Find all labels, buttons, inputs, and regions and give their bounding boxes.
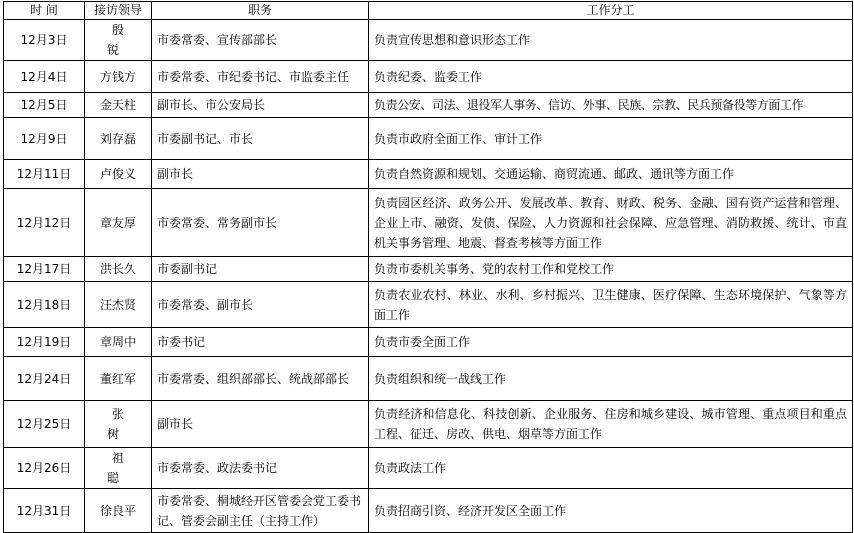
reception-schedule-table [3,1,853,533]
responsibility-cell: 负责宣传思想和意识形态工作 [369,20,853,61]
duty-cell: 副市长 [152,160,369,189]
date-cell: 12月5日 [4,93,85,118]
duty-cell: 市委常委、政法委书记 [152,448,369,489]
duty-cell: 市委常委、组织部部长、统战部部长 [152,357,369,401]
leader-cell: 徐良平 [85,489,152,533]
header-row [4,2,853,20]
leader-cell: 方钱方 [85,61,152,93]
header-responsibility: 工作分工 [369,2,853,20]
responsibility-cell: 负责农业农村、林业、水利、乡村振兴、卫生健康、医疗保障、生态环境保护、气象等方面工作 [369,282,853,328]
date-cell: 12月19日 [4,328,85,357]
table-row [4,189,853,257]
responsibility-cell: 负责市委全面工作 [369,328,853,357]
duty-cell: 市委书记 [152,328,369,357]
date-cell: 12月17日 [4,257,85,282]
leader-cell: 卢俊义 [85,160,152,189]
leader-cell: 张 树 [85,401,152,448]
duty-cell: 市委常委、常务副市长 [152,189,369,257]
date-cell: 12月25日 [4,401,85,448]
header-leader: 接访领导 [85,2,152,20]
table-row [4,448,853,489]
leader-cell: 章周中 [85,328,152,357]
responsibility-cell: 负责市委机关事务、党的农村工作和党校工作 [369,257,853,282]
date-cell: 12月24日 [4,357,85,401]
duty-cell: 副市长 [152,401,369,448]
leader-cell: 董红军 [85,357,152,401]
leader-cell: 殷 锐 [85,20,152,61]
date-cell: 12月3日 [4,20,85,61]
table-row [4,20,853,61]
responsibility-cell: 负责纪委、监委工作 [369,61,853,93]
table-row [4,118,853,160]
leader-cell: 金天柱 [85,93,152,118]
responsibility-cell: 负责组织和统一战线工作 [369,357,853,401]
header-date: 时 间 [4,2,85,20]
leader-cell: 祖 聪 [85,448,152,489]
responsibility-cell: 负责招商引资、经济开发区全面工作 [369,489,853,533]
duty-cell: 市委常委、市纪委书记、市监委主任 [152,61,369,93]
table-row [4,93,853,118]
duty-cell: 市委常委、宣传部部长 [152,20,369,61]
date-cell: 12月11日 [4,160,85,189]
date-cell: 12月4日 [4,61,85,93]
date-cell: 12月12日 [4,189,85,257]
duty-cell: 市委副书记 [152,257,369,282]
duty-cell: 市委副书记、市长 [152,118,369,160]
leader-cell: 章友厚 [85,189,152,257]
duty-cell: 市委常委、桐城经开区管委会党工委书记、管委会副主任（主持工作） [152,489,369,533]
responsibility-cell: 负责市政府全面工作、审计工作 [369,118,853,160]
date-cell: 12月26日 [4,448,85,489]
table-row [4,357,853,401]
leader-cell: 汪杰贤 [85,282,152,328]
responsibility-cell: 负责自然资源和规划、交通运输、商贸流通、邮政、通讯等方面工作 [369,160,853,189]
table-row [4,328,853,357]
leader-cell: 洪长久 [85,257,152,282]
table-row [4,401,853,448]
date-cell: 12月31日 [4,489,85,533]
table-row [4,282,853,328]
leader-cell: 刘存磊 [85,118,152,160]
responsibility-cell: 负责政法工作 [369,448,853,489]
responsibility-cell: 负责经济和信息化、科技创新、企业服务、住房和城乡建设、城市管理、重点项目和重点工程、征迁、房改、供电、烟草等方面工作 [369,401,853,448]
duty-cell: 副市长、市公安局长 [152,93,369,118]
responsibility-cell: 负责园区经济、政务公开、发展改革、教育、财政、税务、金融、国有资产运营和管理、企业上市、融资、发债、保险、人力资源和社会保障、应急管理、消防救援、统计、市直机关事务管理、地震、督查考核等方面工作 [369,189,853,257]
date-cell: 12月9日 [4,118,85,160]
duty-cell: 市委常委、副市长 [152,282,369,328]
header-duty: 职务 [152,2,369,20]
table-row [4,61,853,93]
responsibility-cell: 负责公安、司法、退役军人事务、信访、外事、民族、宗教、民兵预备役等方面工作 [369,93,853,118]
table-row [4,160,853,189]
table-row [4,257,853,282]
date-cell: 12月18日 [4,282,85,328]
